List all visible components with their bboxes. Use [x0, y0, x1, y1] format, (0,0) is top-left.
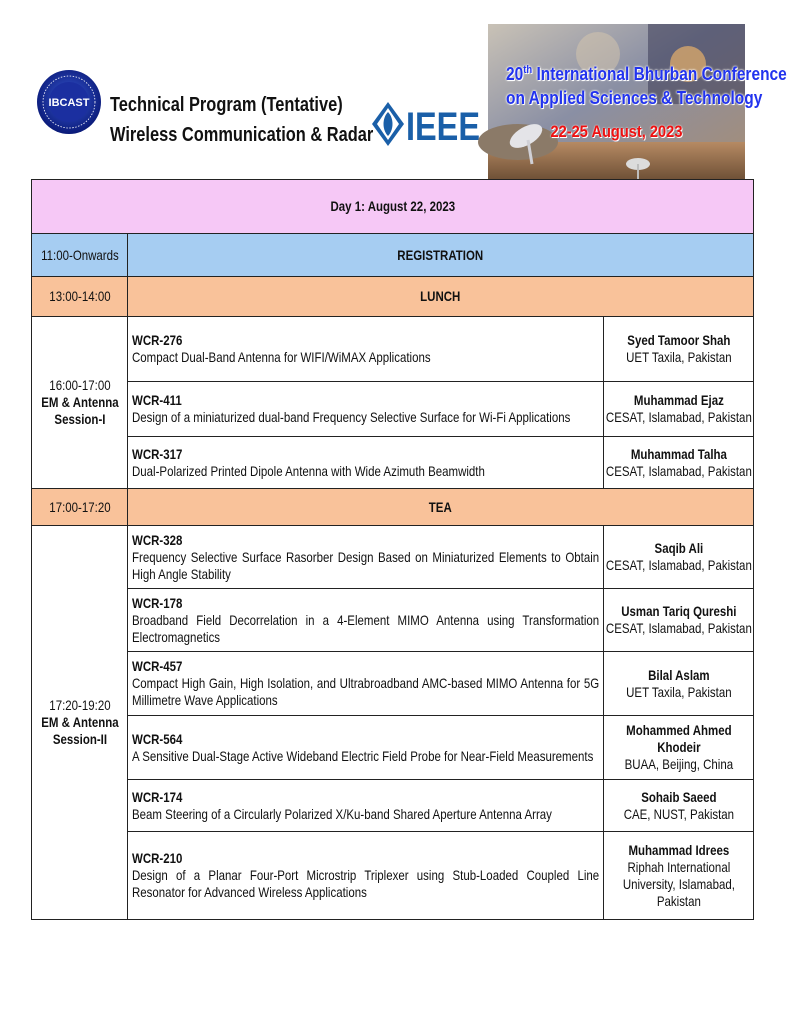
tea-label: TEA: [429, 498, 452, 515]
author-cell: [604, 382, 754, 437]
author-name: Muhammad Talha: [630, 445, 727, 462]
paper-cell: [128, 780, 604, 832]
lunch-label-cell: [128, 277, 754, 317]
session1-name-line2: Session-I: [53, 411, 106, 427]
author-cell: [604, 652, 754, 716]
tea-row: [32, 489, 754, 526]
paper-title: Design of a miniaturized dual-band Frequency Selective Surface for Wi-Fi Applications: [132, 409, 571, 425]
registration-label: REGISTRATION: [397, 246, 484, 263]
paper-cell: [128, 589, 604, 652]
lunch-time-cell: [32, 277, 128, 317]
author-cell: [604, 716, 754, 780]
author-name: Sohaib Saeed: [640, 788, 717, 805]
lunch-row: [32, 277, 754, 317]
table-row: [32, 382, 754, 437]
table-row: [32, 780, 754, 832]
session1-cell: [32, 317, 128, 489]
banner-line-1-rest: International Bhurban Conference: [532, 64, 787, 84]
author-affiliation: CESAT, Islamabad, Pakistan: [605, 557, 752, 573]
author-cell: [604, 832, 754, 920]
lunch-time: 13:00-14:00: [48, 288, 111, 304]
table-row: [32, 832, 754, 920]
paper-title: Beam Steering of a Circularly Polarized X/Ku-band Shared Aperture Antenna Array: [132, 805, 552, 822]
paper-id: WCR-276: [132, 332, 183, 348]
paper-title: A Sensitive Dual-Stage Active Wideband Electric Field Probe for Near-Field Measurements: [132, 747, 594, 764]
paper-id: WCR-174: [132, 788, 183, 805]
session1-time: 16:00-17:00: [48, 377, 111, 393]
author-name: Mohammed Ahmed Khodeir: [625, 722, 732, 755]
author-cell: [604, 589, 754, 652]
author-affiliation: CESAT, Islamabad, Pakistan: [605, 409, 752, 425]
table-row: [32, 716, 754, 780]
table-row: [32, 589, 754, 652]
conference-banner: [488, 24, 787, 180]
title-line-1: Technical Program (Tentative): [110, 94, 343, 116]
author-affiliation: CESAT, Islamabad, Pakistan: [605, 620, 752, 636]
banner-line-2: on Applied Sciences & Technology: [505, 88, 763, 108]
day-title: Day 1: August 22, 2023: [330, 198, 455, 214]
paper-cell: [128, 317, 604, 382]
program-table: [31, 179, 754, 920]
tea-label-cell: [128, 489, 754, 526]
registration-time-cell: [32, 234, 128, 277]
author-affiliation: BUAA, Beijing, China: [624, 756, 733, 772]
ieee-diamond-icon: [372, 102, 404, 146]
ieee-logo: [368, 96, 482, 152]
paper-title: Compact High Gain, High Isolation, and Ultrabroadband AMC-based MIMO Antenna for 5G Millimetre Wave Applications: [132, 675, 600, 708]
banner-dates: 22-25 August, 2023: [550, 122, 683, 141]
table-row: [32, 317, 754, 382]
author-affiliation: CAE, NUST, Pakistan: [623, 805, 734, 822]
title-line-2: Wireless Communication & Radar: [110, 124, 374, 146]
banner-ordinal-suffix: th: [523, 64, 533, 76]
paper-title: Dual-Polarized Printed Dipole Antenna with Wide Azimuth Beamwidth: [132, 462, 485, 479]
day-cell: [32, 180, 754, 234]
tea-time: 17:00-17:20: [48, 498, 111, 515]
author-affiliation: UET Taxila, Pakistan: [625, 349, 732, 365]
registration-time: 11:00-Onwards: [40, 246, 119, 263]
paper-cell: [128, 526, 604, 589]
day-row: [32, 180, 754, 234]
registration-label-cell: [128, 234, 754, 277]
table-row: [32, 652, 754, 716]
table-row: [32, 437, 754, 489]
banner-line-1: [505, 58, 787, 86]
paper-id: WCR-411: [132, 392, 182, 408]
paper-id: WCR-317: [132, 445, 183, 462]
paper-id: WCR-328: [132, 531, 183, 548]
session2-name-line1: EM & Antenna: [40, 714, 119, 730]
author-cell: [604, 780, 754, 832]
ibcast-logo-text: IBCAST: [48, 97, 90, 109]
tea-time-cell: [32, 489, 128, 526]
paper-id: WCR-178: [132, 594, 183, 611]
author-name: Bilal Aslam: [647, 666, 710, 683]
banner-text: [488, 24, 787, 142]
author-name: Saqib Ali: [654, 540, 703, 556]
author-name: Muhammad Ejaz: [633, 392, 724, 408]
author-name: Usman Tariq Qureshi: [620, 603, 737, 619]
paper-id: WCR-457: [132, 658, 183, 674]
session1-name-line1: EM & Antenna: [40, 394, 119, 410]
paper-title: Frequency Selective Surface Rasorber Design Based on Miniaturized Elements to Obtain High Angle Stability: [132, 548, 600, 582]
paper-id: WCR-210: [132, 850, 183, 866]
paper-cell: [128, 437, 604, 489]
author-cell: [604, 526, 754, 589]
author-name: Syed Tamoor Shah: [626, 332, 731, 348]
session2-cell: [32, 526, 128, 920]
author-affiliation: CESAT, Islamabad, Pakistan: [605, 462, 752, 479]
paper-title: Broadband Field Decorrelation in a 4-Element MIMO Antenna using Transformation Electromagnetics: [132, 611, 600, 645]
lunch-label: LUNCH: [420, 288, 461, 304]
author-cell: [604, 317, 754, 382]
ibcast-logo: [36, 44, 102, 160]
paper-title: Compact Dual-Band Antenna for WIFI/WiMAX Applications: [132, 349, 431, 365]
session2-time: 17:20-19:20: [48, 697, 111, 713]
table-row: [32, 526, 754, 589]
paper-title: Design of a Planar Four-Port Microstrip Triplexer using Stub-Loaded Coupled Line Resonator for Advanced Wireless Applications: [132, 867, 600, 900]
paper-cell: [128, 652, 604, 716]
session2-name-line2: Session-II: [52, 731, 107, 747]
author-affiliation: UET Taxila, Pakistan: [625, 683, 732, 700]
banner-ordinal-number: 20: [505, 64, 524, 84]
author-affiliation: Riphah International University, Islamabad, Pakistan: [622, 858, 735, 909]
paper-id: WCR-564: [132, 730, 183, 747]
paper-cell: [128, 382, 604, 437]
ieee-text: IEEE: [406, 105, 480, 149]
author-cell: [604, 437, 754, 489]
paper-cell: [128, 716, 604, 780]
paper-cell: [128, 832, 604, 920]
author-name: Muhammad Idrees: [628, 841, 729, 858]
registration-row: [32, 234, 754, 277]
